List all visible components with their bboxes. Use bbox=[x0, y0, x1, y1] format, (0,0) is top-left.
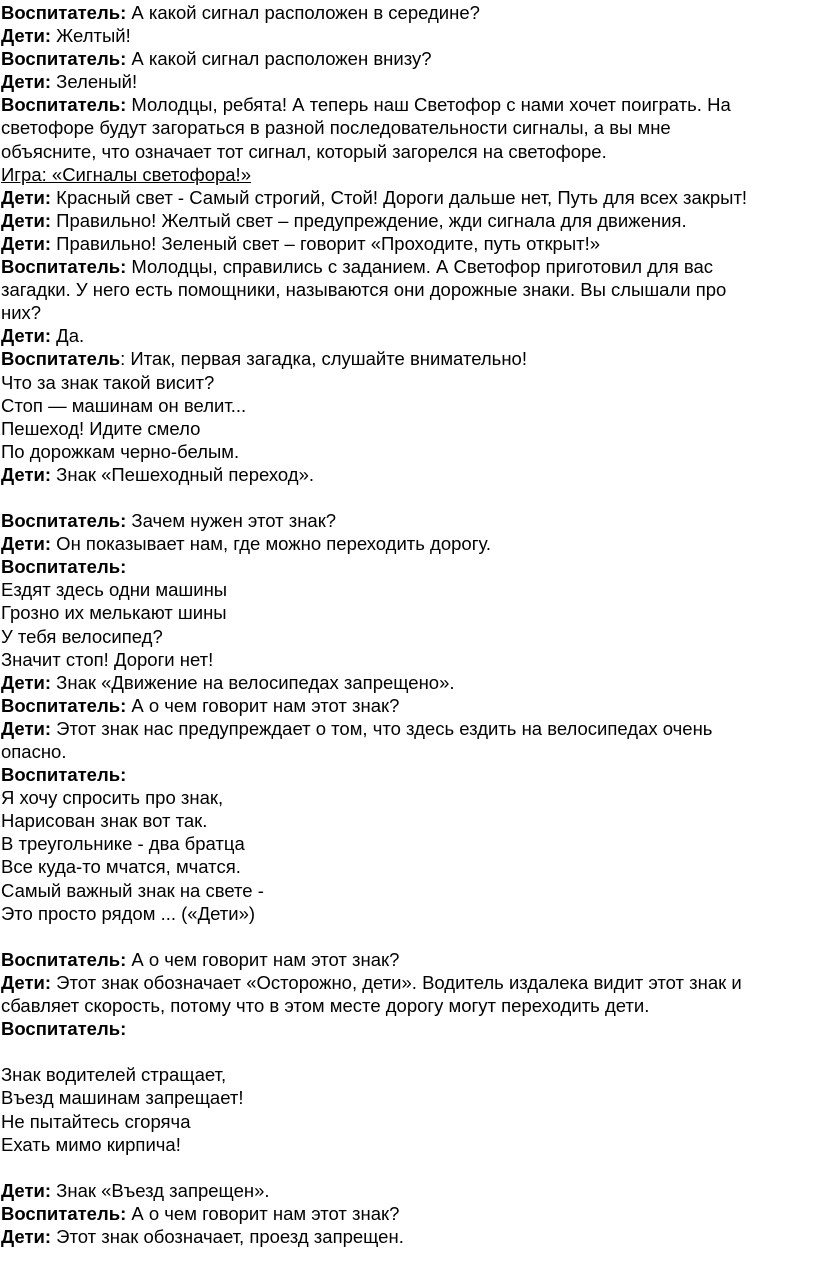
dialogue-line bbox=[1, 209, 816, 232]
line-text: Знак «Въезд запрещен». bbox=[51, 1179, 270, 1201]
line-text: Да. bbox=[51, 325, 85, 347]
speaker-label: Воспитатель: bbox=[1, 2, 127, 23]
dialogue-line bbox=[1, 186, 816, 209]
text-line bbox=[1, 1110, 816, 1133]
line-text: Не пытайтесь сгоряча bbox=[1, 1110, 191, 1132]
line-text: А о чем говорит нам этот знак? bbox=[126, 948, 400, 970]
line-text: А о чем говорит нам этот знак? bbox=[126, 1202, 400, 1224]
line-text: Знак водителей стращает, bbox=[1, 1064, 227, 1086]
text-line bbox=[1, 417, 816, 440]
line-text: Зеленый! bbox=[51, 71, 138, 93]
line-text: Все куда-то мчатся, мчатся. bbox=[1, 856, 241, 878]
text-line bbox=[1, 648, 816, 671]
line-text: А о чем говорит нам этот знак? bbox=[126, 694, 400, 716]
line-text: Ездят здесь одни машины bbox=[1, 579, 228, 601]
line-text: А какой сигнал расположен в середине? bbox=[126, 2, 480, 23]
speaker-label: Воспитатель: bbox=[1, 948, 127, 970]
speaker-label: Дети: bbox=[1, 209, 52, 231]
speaker-label: Воспитатель: bbox=[1, 48, 127, 70]
text-line bbox=[1, 855, 816, 878]
line-text: Знак «Движение на велосипедах запрещено». bbox=[51, 671, 455, 693]
speaker-label: Дети: bbox=[1, 463, 52, 485]
dialogue-line bbox=[1, 717, 816, 740]
speaker-label: Воспитатель: bbox=[1, 94, 127, 116]
dialogue-line bbox=[1, 532, 816, 555]
speaker-label: Дети: bbox=[1, 671, 52, 693]
dialogue-line bbox=[1, 47, 816, 70]
dialogue-line bbox=[1, 93, 816, 116]
dialogue-line bbox=[1, 24, 816, 47]
speaker-label: Воспитатель: bbox=[1, 556, 127, 578]
dialogue-line bbox=[1, 1225, 816, 1248]
game-title bbox=[1, 163, 816, 186]
line-text: Я хочу спросить про знак, bbox=[1, 787, 224, 809]
dialogue-line bbox=[1, 324, 816, 347]
line-text: Этот знак обозначает «Осторожно, дети». Водитель издалека видит этот знак и bbox=[51, 971, 742, 993]
speaker-label: Дети: bbox=[1, 325, 52, 347]
blank-line bbox=[1, 486, 816, 509]
dialogue-line bbox=[1, 763, 816, 786]
speaker-label: Воспитатель: bbox=[1, 1202, 127, 1224]
text-line bbox=[1, 994, 816, 1017]
speaker-label: Воспитатель: bbox=[1, 510, 127, 532]
text-line bbox=[1, 1086, 816, 1109]
text-line bbox=[1, 394, 816, 417]
line-text: Красный свет - Самый строгий, Стой! Дороги дальше нет, Путь для всех закрыт! bbox=[51, 186, 748, 208]
speaker-label: Воспитатель bbox=[1, 348, 121, 370]
speaker-label: Воспитатель: bbox=[1, 764, 127, 786]
dialogue-line bbox=[1, 1, 816, 24]
speaker-label: Воспитатель: bbox=[1, 256, 127, 278]
speaker-label: Дети: bbox=[1, 717, 52, 739]
line-text: светофоре будут загораться в разной последовательности сигналы, а вы мне bbox=[1, 117, 671, 139]
line-text: Этот знак обозначает, проезд запрещен. bbox=[51, 1225, 404, 1247]
dialogue-line bbox=[1, 1179, 816, 1202]
speaker-label: Воспитатель: bbox=[1, 694, 127, 716]
text-line bbox=[1, 371, 816, 394]
text-line bbox=[1, 832, 816, 855]
dialogue-line bbox=[1, 232, 816, 255]
line-text: По дорожкам черно-белым. bbox=[1, 440, 240, 462]
speaker-label: Дети: bbox=[1, 186, 52, 208]
line-text: опасно. bbox=[1, 741, 67, 762]
speaker-label: Дети: bbox=[1, 971, 52, 993]
line-text: загадки. У него есть помощники, называются они дорожные знаки. Вы слышали про bbox=[1, 279, 727, 301]
line-text: Ехать мимо кирпича! bbox=[1, 1133, 181, 1155]
line-text: объясните, что означает тот сигнал, который загорелся на светофоре. bbox=[1, 140, 607, 162]
dialogue-line bbox=[1, 255, 816, 278]
line-text: Этот знак нас предупреждает о том, что здесь ездить на велосипедах очень bbox=[51, 717, 713, 739]
text-line bbox=[1, 879, 816, 902]
dialogue-line bbox=[1, 555, 816, 578]
text-line bbox=[1, 809, 816, 832]
blank-line bbox=[1, 1040, 816, 1063]
dialogue-line bbox=[1, 971, 816, 994]
line-text: Молодцы, ребята! А теперь наш Светофор с нами хочет поиграть. На bbox=[126, 94, 731, 116]
dialogue-line bbox=[1, 694, 816, 717]
text-line bbox=[1, 440, 816, 463]
text-line bbox=[1, 625, 816, 648]
line-text: Правильно! Желтый свет – предупреждение, жди сигнала для движения. bbox=[51, 209, 687, 231]
dialogue-line bbox=[1, 1017, 816, 1040]
speaker-label: Воспитатель: bbox=[1, 1018, 127, 1040]
text-line bbox=[1, 301, 816, 324]
blank-line bbox=[1, 925, 816, 948]
line-text: них? bbox=[1, 302, 42, 324]
line-text: А какой сигнал расположен внизу? bbox=[126, 48, 432, 70]
dialogue-line bbox=[1, 948, 816, 971]
line-text: Значит стоп! Дороги нет! bbox=[1, 648, 214, 670]
dialogue-line bbox=[1, 1202, 816, 1225]
line-text: Грозно их мелькают шины bbox=[1, 602, 227, 624]
line-text: Въезд машинам запрещает! bbox=[1, 1087, 244, 1109]
text-line bbox=[1, 116, 816, 139]
speaker-label: Дети: bbox=[1, 533, 52, 555]
text-line bbox=[1, 1133, 816, 1156]
line-text: Пешеход! Идите смело bbox=[1, 417, 201, 439]
text-line bbox=[1, 902, 816, 925]
speaker-label: Дети: bbox=[1, 1179, 52, 1201]
game-title-text: Игра: «Сигналы светофора!» bbox=[1, 163, 251, 185]
speaker-label: Дети: bbox=[1, 1225, 52, 1247]
speaker-label: Дети: bbox=[1, 25, 52, 47]
text-line bbox=[1, 140, 816, 163]
line-text: Это просто рядом ... («Дети») bbox=[1, 902, 256, 924]
line-text: Самый важный знак на свете - bbox=[1, 879, 264, 901]
dialogue-line bbox=[1, 509, 816, 532]
line-text: Зачем нужен этот знак? bbox=[126, 510, 337, 532]
speaker-label: Дети: bbox=[1, 71, 52, 93]
dialogue-line bbox=[1, 347, 816, 370]
line-text: Стоп — машинам он велит... bbox=[1, 394, 247, 416]
line-text: В треугольнике - два братца bbox=[1, 833, 245, 855]
line-text: У тебя велосипед? bbox=[1, 625, 163, 647]
text-line bbox=[1, 1063, 816, 1086]
line-text: Что за знак такой висит? bbox=[1, 371, 215, 393]
line-text: Нарисован знак вот так. bbox=[1, 810, 208, 832]
line-text: Правильно! Зеленый свет – говорит «Проходите, путь открыт!» bbox=[51, 232, 601, 254]
text-line bbox=[1, 786, 816, 809]
text-line bbox=[1, 278, 816, 301]
line-text: Желтый! bbox=[51, 25, 131, 47]
blank-line bbox=[1, 1156, 816, 1179]
line-text: сбавляет скорость, потому что в этом месте дорогу могут переходить дети. bbox=[1, 995, 650, 1017]
speaker-label: Дети: bbox=[1, 232, 52, 254]
line-text: Знак «Пешеходный переход». bbox=[51, 463, 315, 485]
line-text: : Итак, первая загадка, слушайте внимательно! bbox=[120, 348, 527, 370]
line-text: Он показывает нам, где можно переходить дорогу. bbox=[51, 533, 491, 555]
text-line bbox=[1, 601, 816, 624]
dialogue-line bbox=[1, 671, 816, 694]
text-line bbox=[1, 740, 816, 763]
dialogue-line bbox=[1, 70, 816, 93]
text-line bbox=[1, 578, 816, 601]
dialogue-line bbox=[1, 463, 816, 486]
line-text: Молодцы, справились с заданием. А Светофор приготовил для вас bbox=[126, 256, 714, 278]
